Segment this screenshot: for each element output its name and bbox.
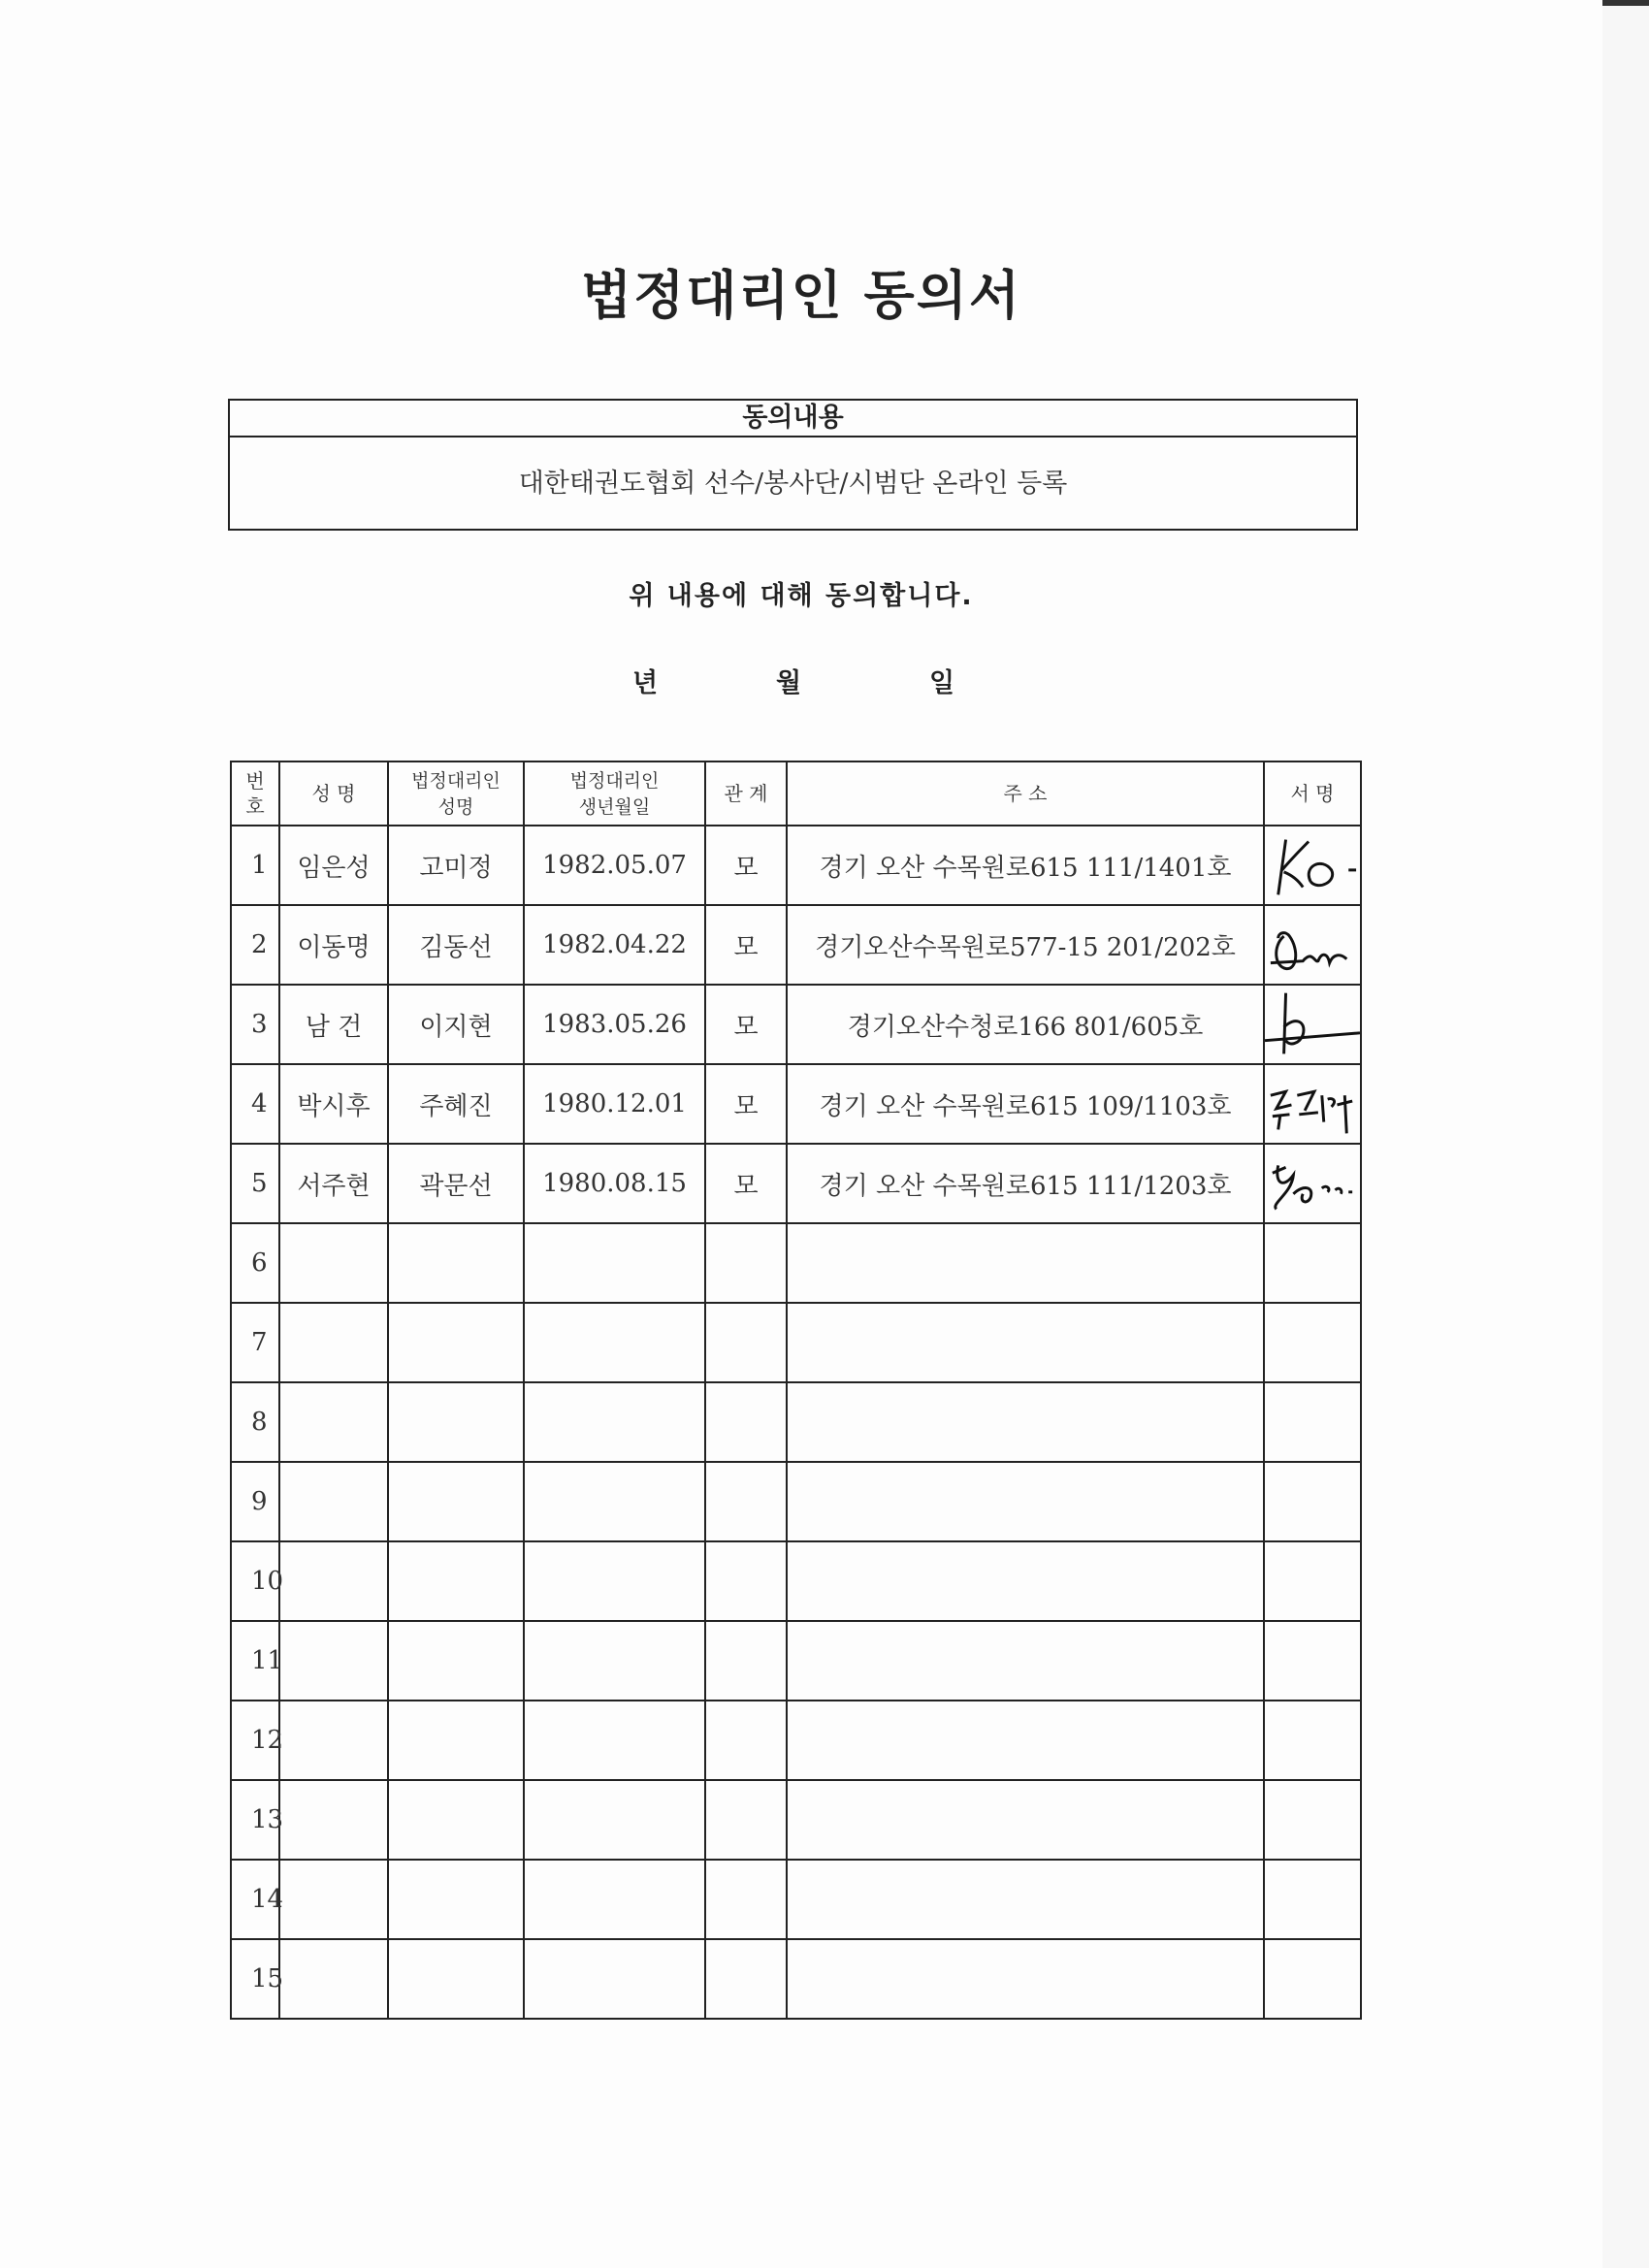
table-row — [231, 1780, 1361, 1860]
row-name: 박시후 — [279, 1064, 388, 1144]
table-row — [231, 1303, 1361, 1382]
row-guardian: 이지현 — [388, 985, 524, 1064]
row-guardian — [388, 1939, 524, 2019]
row-signature — [1264, 1382, 1361, 1462]
row-guardian — [388, 1462, 524, 1541]
row-guardian — [388, 1621, 524, 1701]
row-address — [787, 1701, 1264, 1780]
row-address — [787, 1303, 1264, 1382]
row-address — [787, 1223, 1264, 1303]
row-number: 15 — [231, 1939, 279, 2019]
row-address — [787, 1621, 1264, 1701]
guardian-consent-table — [230, 761, 1362, 2020]
document-title: 법정대리인 동의서 — [580, 265, 1022, 326]
row-signature — [1264, 1223, 1361, 1303]
row-number: 3 — [231, 985, 279, 1064]
row-name — [279, 1860, 388, 1939]
row-relation: 모 — [705, 905, 787, 985]
table-row — [231, 1541, 1361, 1621]
table-row — [231, 1144, 1361, 1223]
row-birth: 1982.04.22 — [524, 905, 705, 985]
row-relation — [705, 1303, 787, 1382]
row-address — [787, 1939, 1264, 2019]
row-name — [279, 1541, 388, 1621]
row-relation — [705, 1621, 787, 1701]
agreement-statement: 위 내용에 대해 동의합니다. — [629, 581, 974, 611]
row-name — [279, 1223, 388, 1303]
row-birth — [524, 1382, 705, 1462]
row-name — [279, 1701, 388, 1780]
row-name: 서주현 — [279, 1144, 388, 1223]
row-signature — [1264, 1780, 1361, 1860]
row-birth — [524, 1223, 705, 1303]
row-signature — [1264, 1939, 1361, 2019]
row-number: 8 — [231, 1382, 279, 1462]
date-year-label: 년 — [632, 668, 659, 698]
row-relation — [705, 1939, 787, 2019]
handwritten-signature — [1264, 985, 1361, 1064]
row-address — [787, 1780, 1264, 1860]
header-relation: 관 계 — [705, 761, 787, 826]
row-relation: 모 — [705, 826, 787, 905]
handwritten-signature — [1264, 1144, 1361, 1223]
row-signature — [1264, 1303, 1361, 1382]
row-name: 남 건 — [279, 985, 388, 1064]
row-birth: 1983.05.26 — [524, 985, 705, 1064]
row-address — [787, 1382, 1264, 1462]
row-number: 11 — [231, 1621, 279, 1701]
row-birth — [524, 1462, 705, 1541]
row-relation — [705, 1860, 787, 1939]
header-number: 번 호 — [231, 761, 279, 826]
row-number: 6 — [231, 1223, 279, 1303]
header-guardian-birth: 법정대리인 생년월일 — [524, 761, 705, 826]
row-relation — [705, 1382, 787, 1462]
row-signature — [1264, 1701, 1361, 1780]
table-row — [231, 1860, 1361, 1939]
table-row — [231, 1064, 1361, 1144]
row-birth — [524, 1780, 705, 1860]
row-relation — [705, 1223, 787, 1303]
handwritten-signature — [1264, 1064, 1361, 1144]
row-relation: 모 — [705, 1064, 787, 1144]
date-day-label: 일 — [929, 668, 955, 698]
row-signature — [1264, 1621, 1361, 1701]
table-row — [231, 826, 1361, 905]
row-guardian — [388, 1303, 524, 1382]
table-row — [231, 1701, 1361, 1780]
row-guardian — [388, 1701, 524, 1780]
header-name: 성 명 — [279, 761, 388, 826]
header-guardian-name: 법정대리인 성명 — [388, 761, 524, 826]
row-number: 7 — [231, 1303, 279, 1382]
row-birth: 1982.05.07 — [524, 826, 705, 905]
table-row — [231, 985, 1361, 1064]
row-number: 14 — [231, 1860, 279, 1939]
row-name — [279, 1382, 388, 1462]
header-address: 주 소 — [787, 761, 1264, 826]
row-guardian: 김동선 — [388, 905, 524, 985]
consent-content-box — [228, 399, 1358, 531]
row-name — [279, 1780, 388, 1860]
row-relation — [705, 1462, 787, 1541]
row-number: 4 — [231, 1064, 279, 1144]
row-address: 경기오산수목원로577-15 201/202호 — [787, 905, 1264, 985]
handwritten-signature — [1264, 826, 1361, 905]
scan-edge-mark — [1602, 0, 1649, 6]
row-guardian — [388, 1780, 524, 1860]
row-guardian: 곽문선 — [388, 1144, 524, 1223]
row-signature — [1264, 1541, 1361, 1621]
row-relation — [705, 1780, 787, 1860]
row-name — [279, 1303, 388, 1382]
row-relation: 모 — [705, 1144, 787, 1223]
row-number: 12 — [231, 1701, 279, 1780]
row-guardian: 주혜진 — [388, 1064, 524, 1144]
row-address: 경기 오산 수목원로615 109/1103호 — [787, 1064, 1264, 1144]
row-address — [787, 1860, 1264, 1939]
row-birth — [524, 1541, 705, 1621]
row-birth — [524, 1621, 705, 1701]
handwritten-signature — [1264, 905, 1361, 985]
row-signature — [1264, 1860, 1361, 1939]
row-guardian: 고미정 — [388, 826, 524, 905]
row-birth — [524, 1860, 705, 1939]
row-birth — [524, 1701, 705, 1780]
consent-content-header: 동의내용 — [230, 401, 1356, 437]
row-birth: 1980.08.15 — [524, 1144, 705, 1223]
table-row — [231, 1939, 1361, 2019]
row-guardian — [388, 1860, 524, 1939]
row-guardian — [388, 1382, 524, 1462]
row-guardian — [388, 1223, 524, 1303]
row-address: 경기 오산 수목원로615 111/1203호 — [787, 1144, 1264, 1223]
row-birth — [524, 1939, 705, 2019]
row-relation — [705, 1541, 787, 1621]
date-month-label: 월 — [776, 668, 802, 698]
row-number: 9 — [231, 1462, 279, 1541]
signature-3-icon — [1265, 987, 1360, 1062]
table-row — [231, 1462, 1361, 1541]
row-birth — [524, 1303, 705, 1382]
row-relation — [705, 1701, 787, 1780]
row-name: 이동명 — [279, 905, 388, 985]
row-number: 2 — [231, 905, 279, 985]
table-row — [231, 1382, 1361, 1462]
row-name — [279, 1462, 388, 1541]
row-address — [787, 1541, 1264, 1621]
row-number: 1 — [231, 826, 279, 905]
row-relation: 모 — [705, 985, 787, 1064]
row-number: 5 — [231, 1144, 279, 1223]
row-name — [279, 1939, 388, 2019]
row-address: 경기 오산 수목원로615 111/1401호 — [787, 826, 1264, 905]
row-number: 10 — [231, 1541, 279, 1621]
signature-4-icon — [1265, 1066, 1360, 1142]
signature-1-icon — [1265, 827, 1360, 903]
header-signature: 서 명 — [1264, 761, 1361, 826]
consent-content-body: 대한태권도협회 선수/봉사단/시범단 온라인 등록 — [518, 469, 1068, 499]
row-address: 경기오산수청로166 801/605호 — [787, 985, 1264, 1064]
signature-2-icon — [1265, 907, 1360, 983]
row-guardian — [388, 1541, 524, 1621]
row-name: 임은성 — [279, 826, 388, 905]
row-birth: 1980.12.01 — [524, 1064, 705, 1144]
row-number: 13 — [231, 1780, 279, 1860]
row-address — [787, 1462, 1264, 1541]
row-signature — [1264, 1462, 1361, 1541]
table-header-row — [231, 761, 1361, 826]
table-row — [231, 905, 1361, 985]
table-row — [231, 1621, 1361, 1701]
table-row — [231, 1223, 1361, 1303]
row-name — [279, 1621, 388, 1701]
signature-5-icon — [1265, 1146, 1360, 1221]
